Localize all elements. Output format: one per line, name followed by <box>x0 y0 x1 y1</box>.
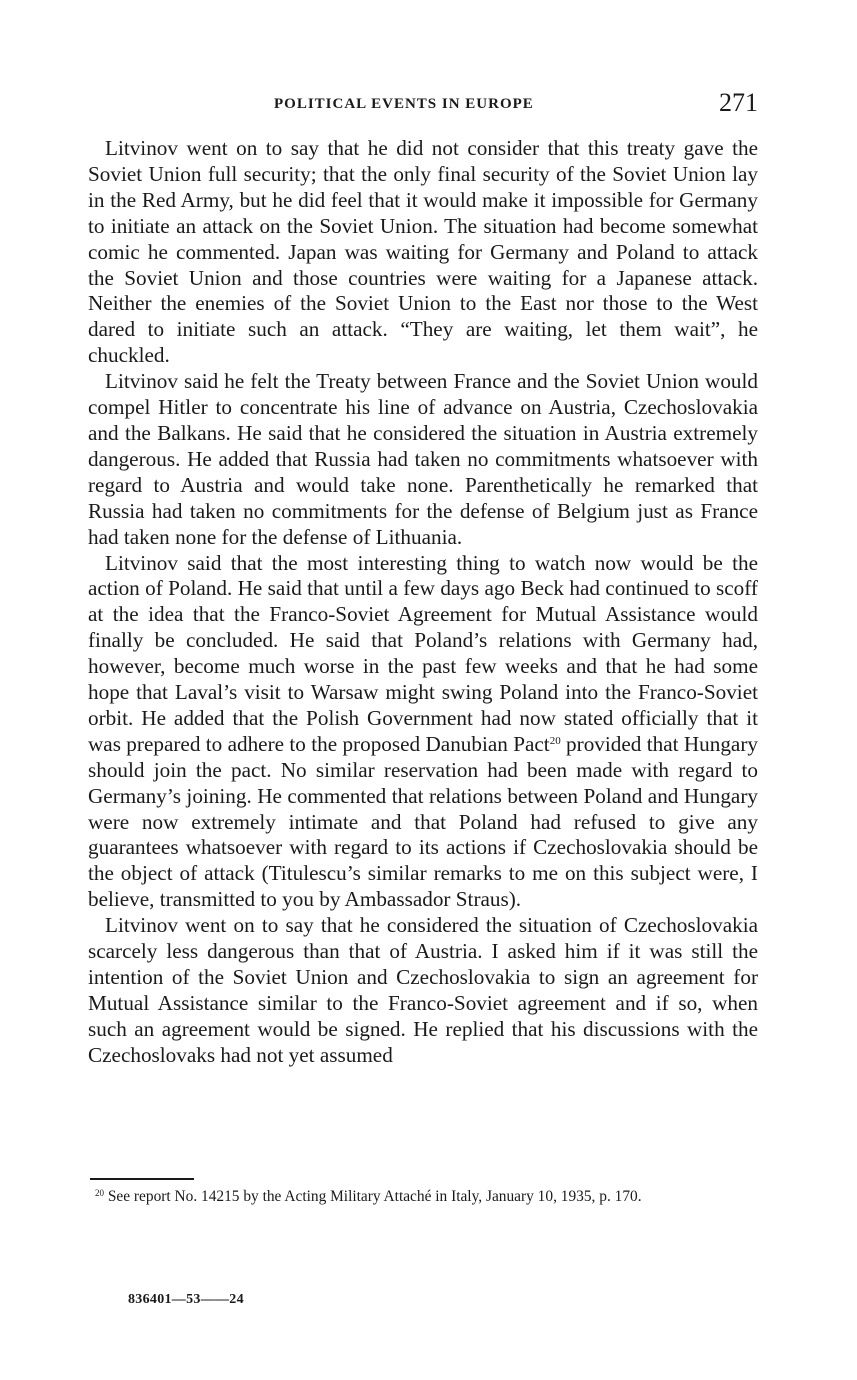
paragraph-1: Litvinov went on to say that he did not consider that this treaty gave the Soviet Union full security; that the only final security of the Soviet Union lay in the Red Army, but he did feel that it would make it impossible for Germany to initiate an attack on the Soviet Union. The situation had become somewhat comic he commented. Japan was waiting for Germany and Poland to attack the Soviet Union and those countries were waiting for a Japanese attack. Neither the enemies of the Soviet Union to the East nor those to the West dared to initiate such an attack. “They are waiting, let them wait”, he chuckled. <box>88 136 758 368</box>
paragraph-3-text-before-note: Litvinov said that the most interesting thing to watch now would be the action of Poland. He said that until a few days ago Beck had continued to scoff at the idea that the Franco-Soviet Agreement for Mutual Assistance would finally be concluded. He said that Poland’s relations with Germany had, however, become much worse in the past few weeks and that he had some hope that Laval’s visit to Warsaw might swing Poland into the Franco-Soviet orbit. He added that the Polish Government had now stated officially that it was prepared to adhere to the proposed Danubian Pact <box>88 550 758 756</box>
printer-imprint: 836401—53——24 <box>128 1292 244 1307</box>
running-title: POLITICAL EVENTS IN EUROPE <box>274 96 534 112</box>
footnote-marker: 20 <box>95 1188 104 1198</box>
footnote-divider <box>90 1178 194 1180</box>
footnote-reference: 20 <box>549 734 561 747</box>
running-head <box>88 88 758 124</box>
paragraph-4: Litvinov went on to say that he considered the situation of Czechoslovakia scarcely less dangerous than that of Austria. I asked him if it was still the intention of the Soviet Union and Czechoslovakia to sign an agreement for Mutual Assistance similar to the Franco-Soviet agreement and if so, when such an agreement would be signed. He replied that his discussions with the Czechoslovaks had not yet assumed <box>88 913 758 1067</box>
footnote-text: See report No. 14215 by the Acting Military Attaché in Italy, January 10, 1935, p. 170. <box>104 1188 642 1205</box>
body-text <box>88 136 758 1069</box>
footnote <box>78 1188 758 1206</box>
page-number: 271 <box>719 88 758 117</box>
paragraph-2: Litvinov said he felt the Treaty between France and the Soviet Union would compel Hitler to concentrate his line of advance on Austria, Czechoslovakia and the Balkans. He said that he considered the situation in Austria extremely dangerous. He added that Russia had taken no commitments whatsoever with regard to Austria and would take none. Parenthetically he remarked that Russia had taken no commitments for the defense of Belgium just as France had taken none for the defense of Lithuania. <box>88 369 758 549</box>
paragraph-3-text-after-note: provided that Hungary should join the pact. No similar reservation had been made with regard to Germany’s joining. He commented that relations between Poland and Hungary were now extremely intimate and that Poland had refused to give any guarantees whatsoever with regard to its actions if Czechoslovakia should be the object of attack (Titulescu’s similar remarks to me on this subject were, I believe, transmitted to you by Ambassador Straus). <box>88 731 758 912</box>
paragraph-3 <box>88 551 758 914</box>
